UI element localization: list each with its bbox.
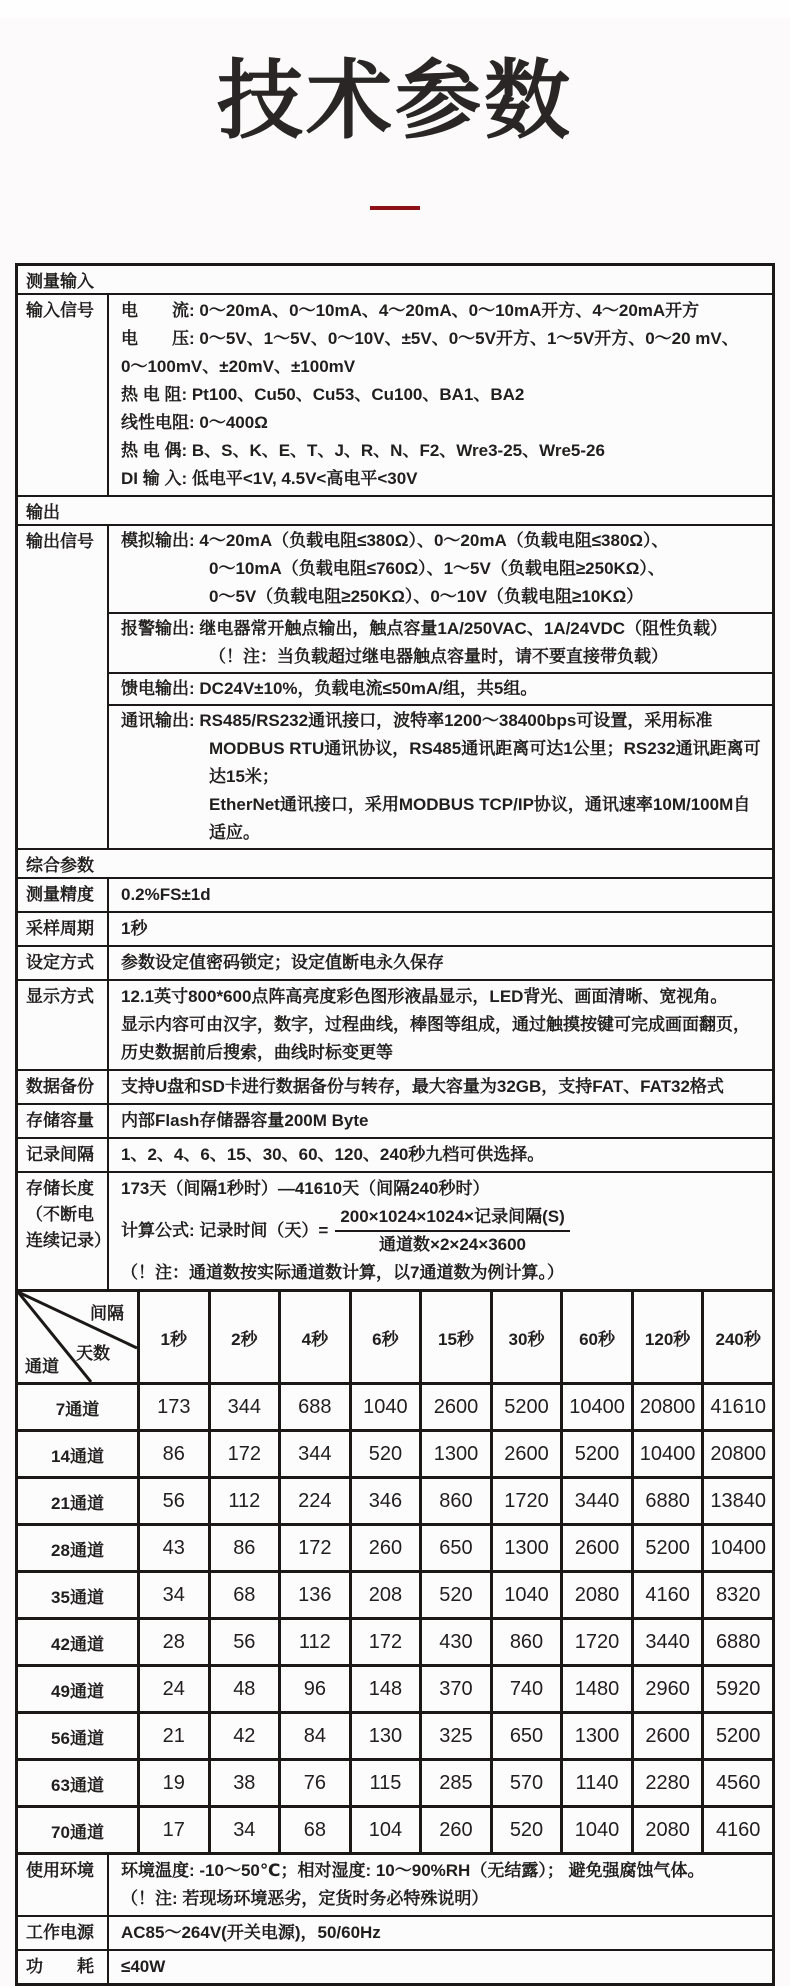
channel-row-label: 70通道 bbox=[17, 1807, 139, 1854]
channel-day-value: 860 bbox=[491, 1619, 562, 1666]
channel-day-value: 5200 bbox=[632, 1525, 703, 1572]
channel-day-value: 10400 bbox=[703, 1525, 774, 1572]
power-consumption-value: ≤40W bbox=[121, 1957, 166, 1976]
channel-day-value: 344 bbox=[209, 1384, 280, 1431]
channel-table-header-row bbox=[17, 1291, 774, 1384]
row-power-consumption bbox=[18, 1951, 772, 1983]
channel-row bbox=[17, 1525, 774, 1572]
channel-day-value: 172 bbox=[209, 1431, 280, 1478]
row-label-environment: 使用环境 bbox=[18, 1855, 109, 1915]
storage-length-label-line: 连续记录） bbox=[26, 1231, 111, 1250]
input-line-thermocouple: 热 电 偶: B、S、K、E、T、J、R、N、F2、Wre3-25、Wre5-26 bbox=[121, 441, 605, 460]
channel-day-value: 5200 bbox=[562, 1431, 633, 1478]
display-mode-content bbox=[109, 981, 772, 1069]
channel-day-value: 688 bbox=[280, 1384, 351, 1431]
channel-day-value: 5200 bbox=[491, 1384, 562, 1431]
row-storage-capacity bbox=[18, 1105, 772, 1139]
channel-day-value: 24 bbox=[139, 1666, 210, 1713]
channel-row bbox=[17, 1713, 774, 1760]
channel-day-value: 1720 bbox=[562, 1619, 633, 1666]
channel-day-value: 520 bbox=[350, 1431, 421, 1478]
channel-day-value: 3440 bbox=[562, 1478, 633, 1525]
channel-row-label: 35通道 bbox=[17, 1572, 139, 1619]
page-title: 技术参数 bbox=[217, 53, 573, 149]
channel-table-corner-cell bbox=[17, 1291, 139, 1384]
output-alarm-line: 报警输出: 继电器常开触点输出，触点容量1A/250VAC、1A/24VDC（阻性负载） bbox=[121, 619, 728, 638]
channel-day-value: 2600 bbox=[421, 1384, 492, 1431]
output-feed-block: 馈电输出: DC24V±10%，负载电流≤50mA/组，共5组。 bbox=[109, 674, 772, 706]
storage-note-line: （！注：通道数按实际通道数计算，以7通道数为例计算。） bbox=[121, 1263, 564, 1282]
environment-content bbox=[109, 1855, 772, 1915]
corner-label-interval: 间隔 bbox=[90, 1304, 124, 1323]
storage-length-label-line: 存储长度 bbox=[26, 1179, 94, 1198]
channel-row-label: 49通道 bbox=[17, 1666, 139, 1713]
interval-column-header: 240秒 bbox=[703, 1291, 774, 1384]
channel-day-value: 5200 bbox=[703, 1713, 774, 1760]
channel-day-value: 285 bbox=[421, 1760, 492, 1807]
channel-day-value: 173 bbox=[139, 1384, 210, 1431]
channel-day-value: 2280 bbox=[632, 1760, 703, 1807]
channel-row bbox=[17, 1760, 774, 1807]
channel-day-value: 20800 bbox=[632, 1384, 703, 1431]
channel-day-value: 34 bbox=[139, 1572, 210, 1619]
output-analog-line: 模拟输出: 4～20mA（负载电阻≤380Ω）、0～20mA（负载电阻≤380Ω）、 bbox=[121, 531, 669, 550]
output-analog-block bbox=[109, 526, 772, 614]
storage-formula-prefix: 计算公式: 记录时间（天）= bbox=[121, 1221, 329, 1240]
channel-row-label: 28通道 bbox=[17, 1525, 139, 1572]
row-label-storage-capacity: 存储容量 bbox=[18, 1105, 109, 1137]
storage-range-line: 173天（间隔1秒时）—41610天（间隔240秒时） bbox=[121, 1179, 490, 1198]
row-label-record-interval: 记录间隔 bbox=[18, 1139, 109, 1171]
channel-day-value: 344 bbox=[280, 1431, 351, 1478]
channel-row-label: 21通道 bbox=[17, 1478, 139, 1525]
channel-day-value: 56 bbox=[209, 1619, 280, 1666]
storage-length-content bbox=[109, 1173, 772, 1289]
channel-day-value: 1300 bbox=[491, 1525, 562, 1572]
display-line: 12.1英寸800*600点阵高亮度彩色图形液晶显示，LED背光、画面清晰、宽视角。 bbox=[121, 987, 728, 1006]
corner-label-channel: 通道 bbox=[25, 1357, 59, 1376]
row-environment bbox=[18, 1855, 772, 1917]
channel-day-value: 1040 bbox=[562, 1807, 633, 1854]
output-analog-line: 0～5V（负载电阻≥250KΩ）、0～10V（负载电阻≥10KΩ） bbox=[209, 587, 644, 606]
corner-label-days: 天数 bbox=[76, 1344, 110, 1363]
storage-formula-numerator: 200×1024×1024×记录间隔(S) bbox=[335, 1205, 569, 1232]
row-label-input-signal: 输入信号 bbox=[18, 295, 109, 495]
channel-day-value: 68 bbox=[280, 1807, 351, 1854]
page-top-strip bbox=[0, 0, 790, 18]
channel-day-value: 76 bbox=[280, 1760, 351, 1807]
storage-formula-fraction bbox=[335, 1205, 569, 1257]
channel-row bbox=[17, 1666, 774, 1713]
channel-row bbox=[17, 1431, 774, 1478]
channel-row bbox=[17, 1478, 774, 1525]
channel-day-value: 104 bbox=[350, 1807, 421, 1854]
row-power-supply bbox=[18, 1917, 772, 1951]
channel-day-value: 650 bbox=[421, 1525, 492, 1572]
channel-day-value: 4160 bbox=[632, 1572, 703, 1619]
interval-column-header: 4秒 bbox=[280, 1291, 351, 1384]
channel-day-value: 112 bbox=[280, 1619, 351, 1666]
channel-day-value: 48 bbox=[209, 1666, 280, 1713]
channel-day-value: 13840 bbox=[703, 1478, 774, 1525]
storage-capacity-value: 内部Flash存储器容量200M Byte bbox=[121, 1111, 369, 1130]
row-label-storage-length bbox=[18, 1173, 109, 1289]
output-comm-line: 通讯输出: RS485/RS232通讯接口，波特率1200～38400bps可设置，采用标准 bbox=[121, 711, 713, 730]
channel-day-value: 6880 bbox=[703, 1619, 774, 1666]
channel-day-value: 86 bbox=[209, 1525, 280, 1572]
channel-day-value: 21 bbox=[139, 1713, 210, 1760]
channel-day-value: 8320 bbox=[703, 1572, 774, 1619]
channel-day-value: 115 bbox=[350, 1760, 421, 1807]
channel-day-value: 68 bbox=[209, 1572, 280, 1619]
channel-day-value: 38 bbox=[209, 1760, 280, 1807]
channel-day-value: 520 bbox=[421, 1572, 492, 1619]
input-signal-content bbox=[109, 295, 772, 495]
interval-column-header: 1秒 bbox=[139, 1291, 210, 1384]
row-storage-length bbox=[18, 1173, 772, 1289]
row-record-interval bbox=[18, 1139, 772, 1173]
channel-day-value: 10400 bbox=[632, 1431, 703, 1478]
channel-day-value: 86 bbox=[139, 1431, 210, 1478]
channel-row-label: 14通道 bbox=[17, 1431, 139, 1478]
channel-day-value: 1480 bbox=[562, 1666, 633, 1713]
storage-length-label-line: （不断电 bbox=[26, 1205, 94, 1224]
environment-table bbox=[15, 1855, 775, 1986]
channel-day-value: 3440 bbox=[632, 1619, 703, 1666]
channel-day-value: 4560 bbox=[703, 1760, 774, 1807]
channel-day-value: 136 bbox=[280, 1572, 351, 1619]
channel-day-value: 520 bbox=[491, 1807, 562, 1854]
channel-day-value: 650 bbox=[491, 1713, 562, 1760]
channel-day-value: 130 bbox=[350, 1713, 421, 1760]
record-interval-value: 1、2、4、6、15、30、60、120、240秒九档可供选择。 bbox=[121, 1145, 545, 1164]
row-data-backup bbox=[18, 1071, 772, 1105]
channel-day-value: 224 bbox=[280, 1478, 351, 1525]
input-line-di: DI 输 入: 低电平<1V, 4.5V<高电平<30V bbox=[121, 469, 418, 488]
environment-line: 环境温度: -10～50℃；相对湿度: 10～90%RH（无结露）； 避免强腐蚀气体。 bbox=[121, 1861, 705, 1880]
channel-day-value: 208 bbox=[350, 1572, 421, 1619]
channel-day-value: 1140 bbox=[562, 1760, 633, 1807]
channel-row-label: 7通道 bbox=[17, 1384, 139, 1431]
row-display-mode bbox=[18, 981, 772, 1071]
input-line-linear-resistance: 线性电阻: 0～400Ω bbox=[121, 413, 268, 432]
channel-table-body bbox=[17, 1291, 774, 1854]
interval-column-header: 15秒 bbox=[421, 1291, 492, 1384]
channel-day-value: 1300 bbox=[421, 1431, 492, 1478]
channel-day-value: 2080 bbox=[562, 1572, 633, 1619]
display-line: 显示内容可由汉字，数字，过程曲线，棒图等组成，通过触摸按键可完成画面翻页， bbox=[121, 1015, 750, 1034]
channel-interval-table bbox=[15, 1289, 775, 1855]
interval-column-header: 2秒 bbox=[209, 1291, 280, 1384]
row-label-accuracy: 测量精度 bbox=[18, 879, 109, 911]
spec-table bbox=[15, 263, 775, 1292]
output-comm-block bbox=[109, 706, 772, 848]
accuracy-value: 0.2%FS±1d bbox=[121, 885, 211, 904]
output-signal-content bbox=[109, 526, 772, 848]
channel-day-value: 148 bbox=[350, 1666, 421, 1713]
row-label-power-supply: 工作电源 bbox=[18, 1917, 109, 1949]
channel-day-value: 2600 bbox=[632, 1713, 703, 1760]
channel-day-value: 4160 bbox=[703, 1807, 774, 1854]
channel-day-value: 2080 bbox=[632, 1807, 703, 1854]
channel-day-value: 41610 bbox=[703, 1384, 774, 1431]
channel-day-value: 2960 bbox=[632, 1666, 703, 1713]
storage-formula bbox=[121, 1205, 764, 1257]
output-comm-line: EtherNet通讯接口，采用MODBUS TCP/IP协议，通讯速率10M/100M自适应。 bbox=[209, 795, 751, 842]
channel-day-value: 430 bbox=[421, 1619, 492, 1666]
channel-day-value: 370 bbox=[421, 1666, 492, 1713]
channel-day-value: 43 bbox=[139, 1525, 210, 1572]
row-setting-mode bbox=[18, 947, 772, 981]
spec-sheet bbox=[15, 263, 775, 1986]
row-label-data-backup: 数据备份 bbox=[18, 1071, 109, 1103]
input-line-rtd: 热 电 阻: Pt100、Cu50、Cu53、Cu100、BA1、BA2 bbox=[121, 385, 525, 404]
power-supply-value: AC85～264V(开关电源)，50/60Hz bbox=[121, 1923, 381, 1942]
channel-day-value: 84 bbox=[280, 1713, 351, 1760]
output-analog-line: 0～10mA（负载电阻≤760Ω）、1～5V（负载电阻≥250KΩ）、 bbox=[209, 559, 665, 578]
section-header-measurement-input: 测量输入 bbox=[18, 266, 772, 295]
channel-day-value: 860 bbox=[421, 1478, 492, 1525]
row-input-signal bbox=[18, 295, 772, 497]
channel-day-value: 17 bbox=[139, 1807, 210, 1854]
channel-day-value: 112 bbox=[209, 1478, 280, 1525]
environment-note: （！注: 若现场环境恶劣，定货时务必特殊说明） bbox=[121, 1889, 489, 1908]
channel-day-value: 96 bbox=[280, 1666, 351, 1713]
section-header-output: 输出 bbox=[18, 497, 772, 526]
output-alarm-block bbox=[109, 614, 772, 674]
channel-day-value: 172 bbox=[350, 1619, 421, 1666]
channel-row bbox=[17, 1572, 774, 1619]
channel-row-label: 42通道 bbox=[17, 1619, 139, 1666]
row-output-signal bbox=[18, 526, 772, 850]
output-alarm-note: （！注：当负载超过继电器触点容量时，请不要直接带负载） bbox=[209, 647, 668, 666]
channel-row bbox=[17, 1384, 774, 1431]
channel-row bbox=[17, 1807, 774, 1854]
channel-day-value: 2600 bbox=[491, 1431, 562, 1478]
interval-column-header: 60秒 bbox=[562, 1291, 633, 1384]
channel-day-value: 5920 bbox=[703, 1666, 774, 1713]
section-header-general: 综合参数 bbox=[18, 850, 772, 879]
channel-row-label: 63通道 bbox=[17, 1760, 139, 1807]
storage-formula-denominator: 通道数×2×24×3600 bbox=[379, 1235, 527, 1254]
channel-row bbox=[17, 1619, 774, 1666]
channel-day-value: 28 bbox=[139, 1619, 210, 1666]
output-comm-line: MODBUS RTU通讯协议，RS485通讯距离可达1公里；RS232通讯距离可达15米； bbox=[209, 739, 761, 786]
row-accuracy bbox=[18, 879, 772, 913]
input-line-current: 电 流: 0～20mA、0～10mA、4～20mA、0～10mA开方、4～20mA开方 bbox=[121, 301, 700, 320]
channel-day-value: 56 bbox=[139, 1478, 210, 1525]
input-line-voltage: 电 压: 0～5V、1～5V、0～10V、±5V、0～5V开方、1～5V开方、0～20 mV、 bbox=[121, 329, 739, 348]
row-sampling bbox=[18, 913, 772, 947]
row-label-setting-mode: 设定方式 bbox=[18, 947, 109, 979]
interval-column-header: 120秒 bbox=[632, 1291, 703, 1384]
data-backup-value: 支持U盘和SD卡进行数据备份与转存，最大容量为32GB，支持FAT、FAT32格式 bbox=[121, 1077, 724, 1096]
setting-mode-value: 参数设定值密码锁定；设定值断电永久保存 bbox=[121, 953, 444, 972]
channel-day-value: 260 bbox=[350, 1525, 421, 1572]
row-label-power-consumption: 功 耗 bbox=[18, 1951, 109, 1983]
channel-day-value: 1040 bbox=[350, 1384, 421, 1431]
channel-day-value: 570 bbox=[491, 1760, 562, 1807]
channel-day-value: 6880 bbox=[632, 1478, 703, 1525]
channel-day-value: 1040 bbox=[491, 1572, 562, 1619]
row-label-sampling: 采样周期 bbox=[18, 913, 109, 945]
interval-column-header: 6秒 bbox=[350, 1291, 421, 1384]
channel-day-value: 740 bbox=[491, 1666, 562, 1713]
channel-day-value: 1720 bbox=[491, 1478, 562, 1525]
channel-day-value: 34 bbox=[209, 1807, 280, 1854]
channel-row-label: 56通道 bbox=[17, 1713, 139, 1760]
title-underline-accent bbox=[370, 206, 420, 210]
channel-day-value: 42 bbox=[209, 1713, 280, 1760]
channel-day-value: 10400 bbox=[562, 1384, 633, 1431]
channel-day-value: 1300 bbox=[562, 1713, 633, 1760]
channel-day-value: 19 bbox=[139, 1760, 210, 1807]
channel-day-value: 20800 bbox=[703, 1431, 774, 1478]
channel-day-value: 346 bbox=[350, 1478, 421, 1525]
channel-day-value: 172 bbox=[280, 1525, 351, 1572]
display-line: 历史数据前后搜索，曲线时标变更等 bbox=[121, 1043, 393, 1062]
channel-day-value: 2600 bbox=[562, 1525, 633, 1572]
channel-day-value: 325 bbox=[421, 1713, 492, 1760]
channel-day-value: 260 bbox=[421, 1807, 492, 1854]
interval-column-header: 30秒 bbox=[491, 1291, 562, 1384]
row-label-display-mode: 显示方式 bbox=[18, 981, 109, 1069]
input-line-voltage-cont: 0～100mV、±20mV、±100mV bbox=[121, 357, 356, 376]
sampling-value: 1秒 bbox=[121, 919, 148, 938]
row-label-output-signal: 输出信号 bbox=[18, 526, 109, 848]
